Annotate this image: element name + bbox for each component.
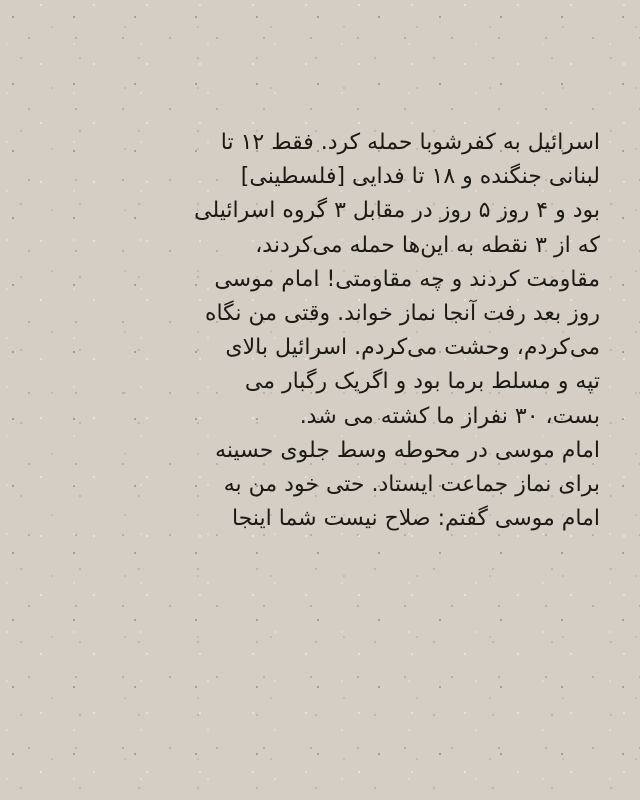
text-line-5: مقاومت کردند و چه مقاومتی! امام موسی bbox=[214, 266, 600, 292]
text-line-10: امام موسی در محوطه وسط جلوی حسینه bbox=[215, 437, 600, 463]
text-line-6: روز بعد رفت آنجا نماز خواند. وقتی من نگاه bbox=[204, 300, 600, 326]
text-line-4: که از ۳ نقطه به این‌ها حمله می‌کردند، bbox=[255, 232, 600, 258]
text-line-8: تپه و مسلط برما بود و اگریک رگبار می bbox=[244, 369, 600, 395]
quote-text-block bbox=[40, 126, 600, 536]
text-line-12: امام موسی گفتم: صلاح نیست شما اینجا bbox=[231, 506, 600, 532]
text-line-1: اسرائیل به کفرشوبا حمله کرد. فقط ۱۲ تا bbox=[220, 130, 600, 155]
text-line-3: بود و ۴ روز ۵ روز در مقابل ۳ گروه اسرائیلی bbox=[194, 198, 600, 224]
text-line-2: لبنانی جنگنده و ۱۸ تا فدایی [فلسطینی] bbox=[240, 164, 600, 190]
text-line-7: می‌کردم، وحشت می‌کردم. اسرائیل بالای bbox=[225, 335, 600, 361]
text-line-11: برای نماز جماعت ایستاد. حتی خود من به bbox=[223, 471, 600, 497]
text-line-9: بست، ۳۰ نفراز ما کشته می شد. bbox=[299, 403, 600, 429]
